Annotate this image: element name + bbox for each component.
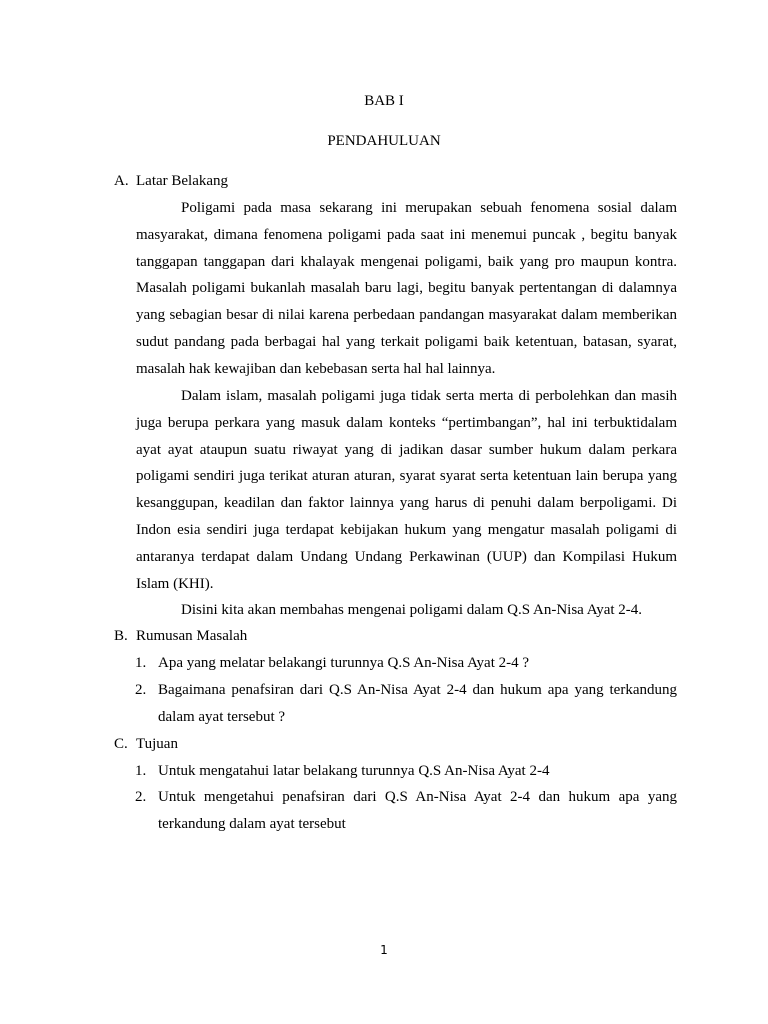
list-text: Bagaimana penafsiran dari Q.S An-Nisa Ayat 2-4 dan hukum apa yang terkandung dalam ayat tersebut ? [158, 682, 677, 725]
list-text: Apa yang melatar belakangi turunnya Q.S An-Nisa Ayat 2-4 ? [158, 655, 530, 671]
chapter-heading: BAB I [364, 93, 404, 109]
section-letter: A. [114, 173, 129, 189]
section-title: Latar Belakang [136, 173, 229, 189]
list-number: 1. [135, 763, 147, 779]
list-text: Untuk mengatahui latar belakang turunnya Q.S An-Nisa Ayat 2-4 [158, 763, 550, 779]
list-number: 2. [135, 682, 147, 698]
page-number: 1 [380, 943, 388, 957]
paragraph-2: Dalam islam, masalah poligami juga tidak serta merta di perbolehkan dan masih juga berupa perkara yang masuk dalam konteks “pertimbangan”, hal ini terbuktidalam ayat ayat ataupun suatu riwayat yang di jadikan dasar sumber hukum dalam perkara poligami sendiri juga terikat aturan aturan, syarat syarat serta ketentuan lain berupa yang kesanggupan, keadilan dan faktor lainnya yang harus di penuhi dalam berpoligami. Di Indon esia sendiri juga terdapat kebijakan hukum yang mengatur masalah poligami di antaranya terdapat dalam Undang Undang Perkawinan (UUP) dan Kompilasi Hukum Islam (KHI). [136, 388, 677, 592]
paragraph-1: Poligami pada masa sekarang ini merupakan sebuah fenomena sosial dalam masyarakat, dimana fenomena poligami pada saat ini menemui puncak , begitu banyak tanggapan tanggapan dari khalayak mengenai poligami, baik yang pro maupun kontra. Masalah poligami bukanlah masalah baru lagi, begitu banyak pertentangan di dalamnya yang sebagian besar di nilai karena perbedaan pandangan masyarakat dalam memberikan sudut pandang pada berbagai hal yang terkait poligami baik ketentuan, batasan, syarat, masalah hak kewajiban dan kebebasan serta hal hal lainnya. [136, 200, 677, 377]
chapter-title: PENDAHULUAN [327, 133, 441, 149]
list-text: Untuk mengetahui penafsiran dari Q.S An-Nisa Ayat 2-4 dan hukum apa yang terkandung dalam ayat tersebut [158, 789, 677, 832]
section-letter: B. [114, 628, 128, 644]
list-number: 1. [135, 655, 147, 671]
paragraph-3: Disini kita akan membahas mengenai poligami dalam Q.S An-Nisa Ayat 2-4. [181, 602, 643, 618]
list-number: 2. [135, 789, 147, 805]
section-title: Tujuan [136, 736, 178, 752]
section-title: Rumusan Masalah [136, 628, 248, 644]
section-letter: C. [114, 736, 128, 752]
